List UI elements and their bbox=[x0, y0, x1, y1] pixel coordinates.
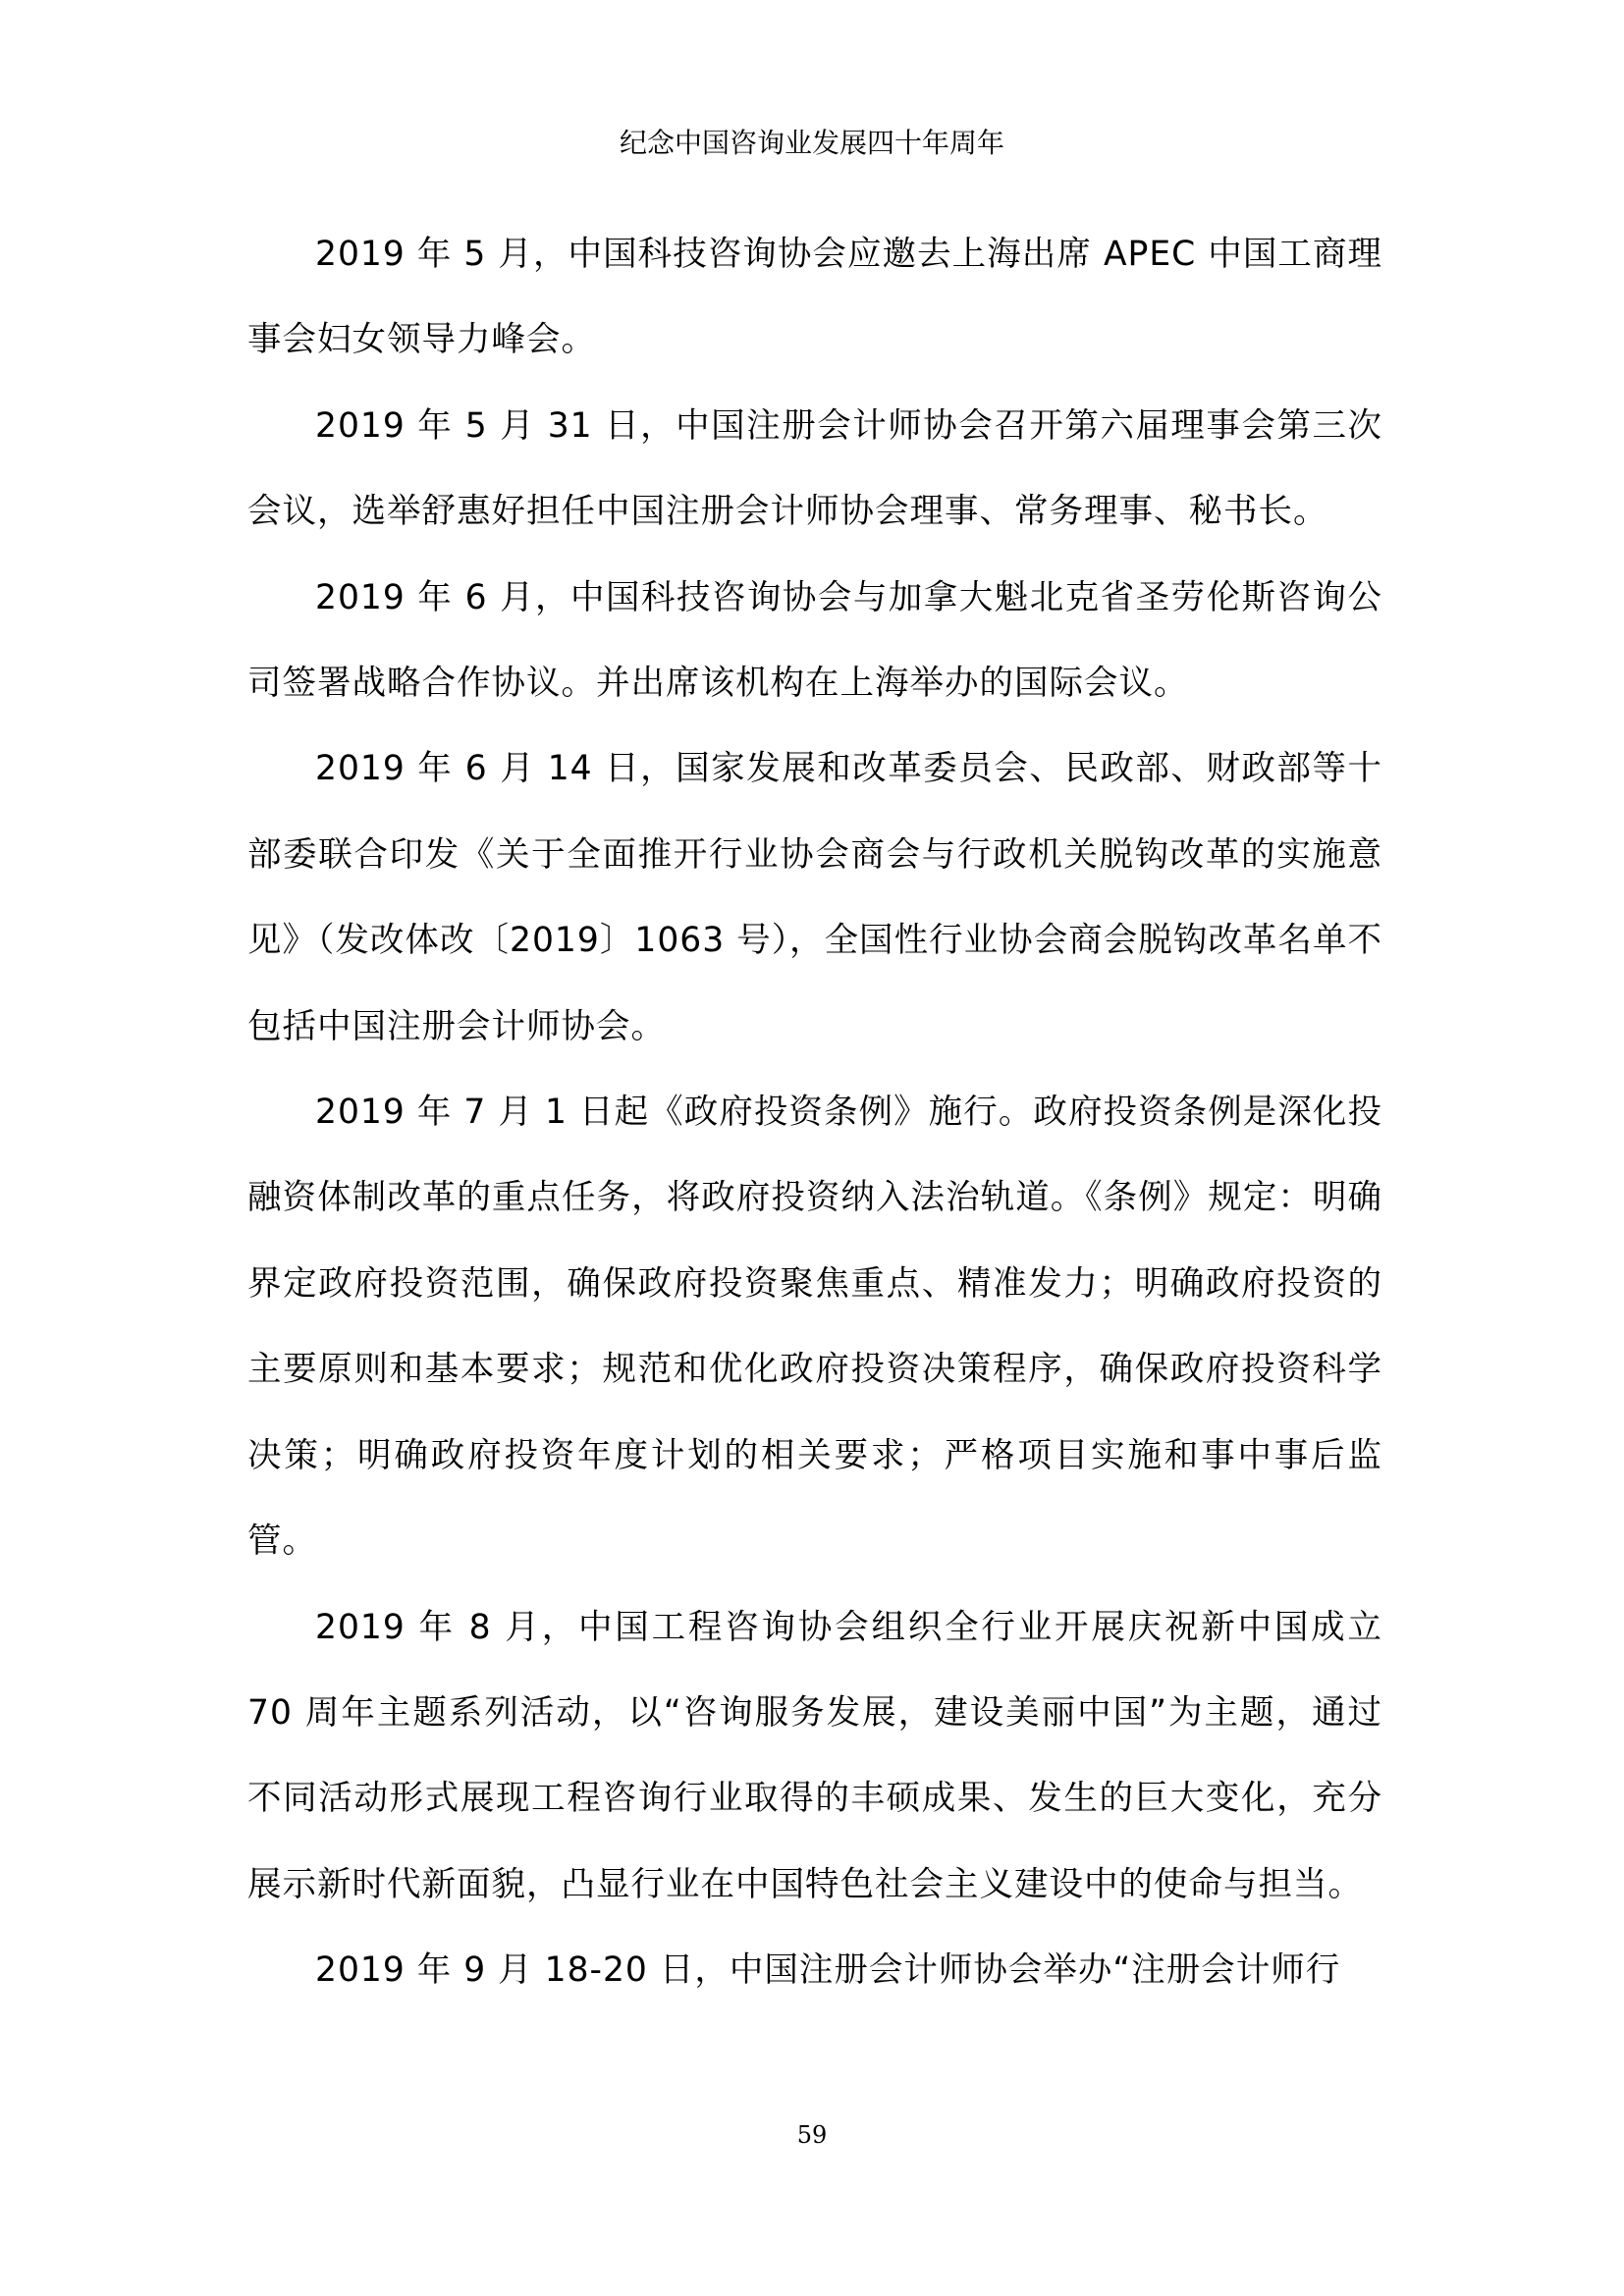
page-header-title: 纪念中国咨询业发展四十年周年 bbox=[619, 127, 1004, 159]
paragraph-2019-09-18-cicpa-event: 2019 年 9 月 18-20 日，中国注册会计师协会举办“注册会计师行 bbox=[315, 1950, 1341, 1991]
paragraph-2019-06-14-decoupling-reform: 2019 年 6 月 14 日，国家发展和改革委员会、民政部、财政部等十部委联合印发《关于全面推开行业协会商会与行政机关脱钩改革的实施意见》（发改体改〔2019〕1063 号），全国性行业协会商会脱钩改革名单不包括中国注册会计师协会。 bbox=[247, 749, 1382, 1046]
page-number: 59 bbox=[796, 2121, 828, 2149]
paragraph-2019-05-apec: 2019 年 5 月，中国科技咨询协会应邀去上海出席 APEC 中国工商理事会妇女领导力峰会。 bbox=[247, 235, 1382, 360]
paragraph-2019-07-01-investment-regulation: 2019 年 7 月 1 日起《政府投资条例》施行。政府投资条例是深化投融资体制改革的重点任务，将政府投资纳入法治轨道。《条例》规定：明确界定政府投资范围，确保政府投资聚焦重点、精准发力；明确政府投资的主要原则和基本要求；规范和优化政府投资决策程序，确保政府投资科学决策；明确政府投资年度计划的相关要求；严格项目实施和事中事后监管。 bbox=[247, 1093, 1382, 1562]
paragraph-2019-06-quebec-agreement: 2019 年 6 月，中国科技咨询协会与加拿大魁北克省圣劳伦斯咨询公司签署战略合作协议。并出席该机构在上海举办的国际会议。 bbox=[247, 577, 1382, 704]
paragraph-2019-05-31-cicpa-council: 2019 年 5 月 31 日，中国注册会计师协会召开第六届理事会第三次会议，选举舒惠好担任中国注册会计师协会理事、常务理事、秘书长。 bbox=[247, 405, 1382, 532]
document-body bbox=[247, 212, 1382, 2014]
paragraph-2019-08-anniversary-activities: 2019 年 8 月，中国工程咨询协会组织全行业开展庆祝新中国成立 70 周年主题系列活动，以“咨询服务发展，建设美丽中国”为主题，通过不同活动形式展现工程咨询行业取得的丰硕成果、发生的巨大变化，充分展示新时代新面貌，凸显行业在中国特色社会主义建设中的使命与担当。 bbox=[247, 1607, 1382, 1904]
